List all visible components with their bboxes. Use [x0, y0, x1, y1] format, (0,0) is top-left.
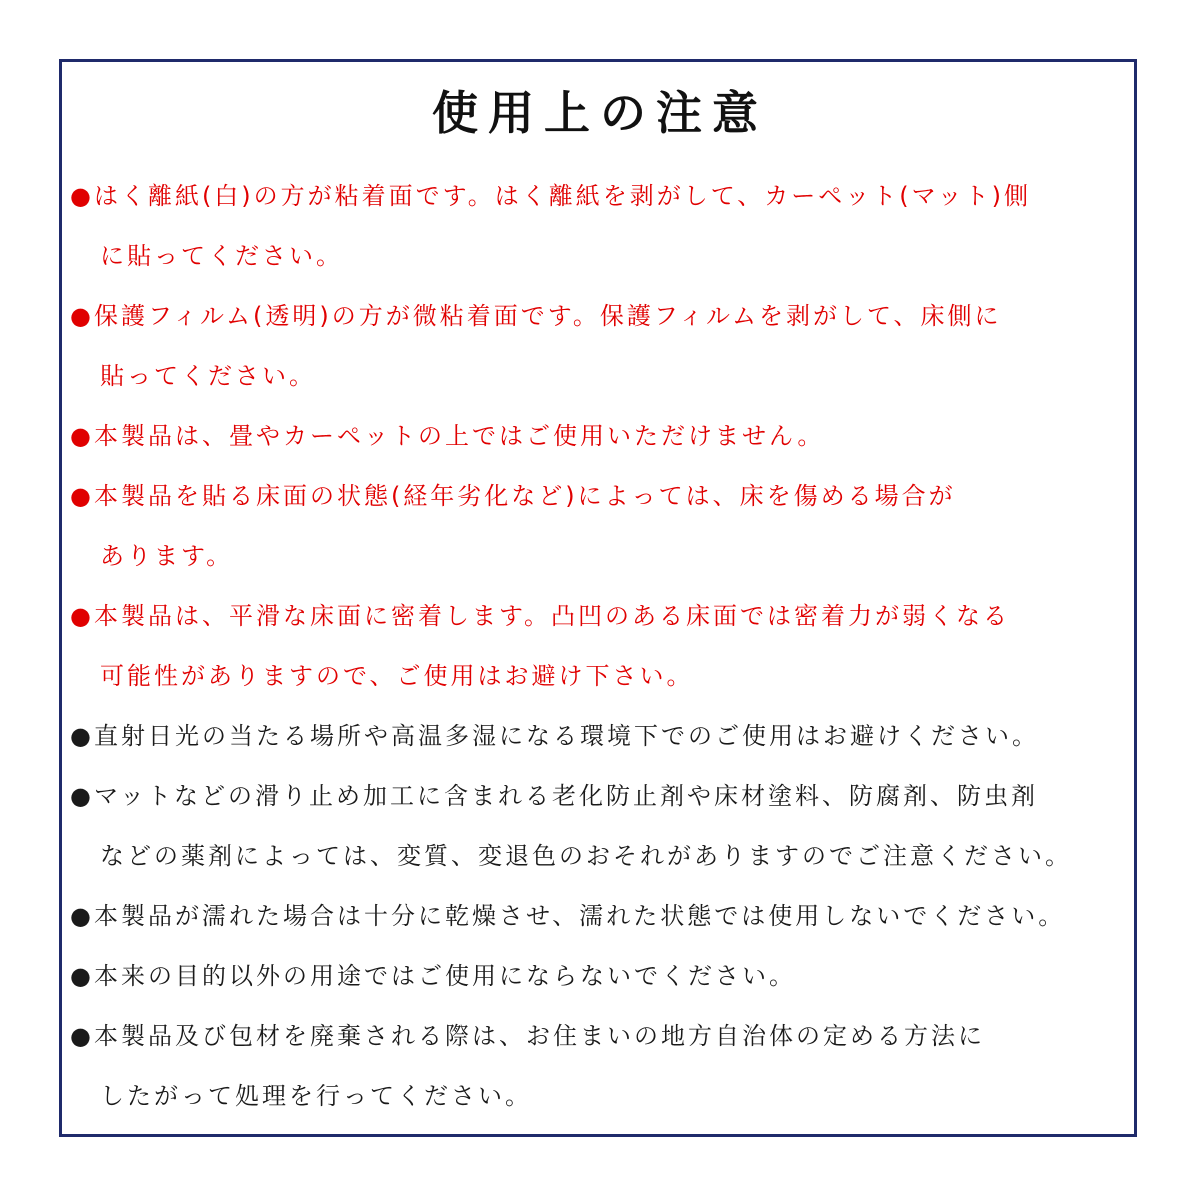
caution-item-7-line-1: ●マットなどの滑り止め加工に含まれる老化防止剤や床材塗料、防腐剤、防虫剤	[70, 782, 1038, 810]
caution-list	[70, 166, 1140, 1126]
caution-item-8-line-1: ●本製品が濡れた場合は十分に乾燥させ、濡れた状態では使用しないでください。	[70, 902, 1066, 930]
caution-item-3-line-1: ●本製品は、畳やカーペットの上ではご使用いただけません。	[70, 422, 825, 450]
caution-item-2-line-2: 貼ってください。	[100, 362, 316, 390]
caution-item-2-line-1: ●保護フィルム(透明)の方が微粘着面です。保護フィルムを剥がして、床側に	[70, 302, 1002, 330]
caution-item-4-line-1: ●本製品を貼る床面の状態(経年劣化など)によっては、床を傷める場合が	[70, 482, 956, 510]
caution-item-5-line-1: ●本製品は、平滑な床面に密着します。凸凹のある床面では密着力が弱くなる	[70, 602, 1011, 630]
caution-item-1-line-2: に貼ってください。	[100, 242, 343, 270]
caution-item-1-line-1: ●はく離紙(白)の方が粘着面です。はく離紙を剥がして、カーペット(マット)側	[70, 182, 1032, 210]
caution-item-10-line-1: ●本製品及び包材を廃棄される際は、お住まいの地方自治体の定める方法に	[70, 1022, 985, 1050]
page-title: 使用上の注意	[432, 86, 768, 140]
caution-item-4-line-2: あります。	[100, 542, 234, 570]
caution-item-6-line-1: ●直射日光の当たる場所や高温多湿になる環境下でのご使用はお避けください。	[70, 722, 1039, 750]
caution-item-9-line-1: ●本来の目的以外の用途ではご使用にならないでください。	[70, 962, 796, 990]
caution-item-5-line-2: 可能性がありますので、ご使用はお避け下さい。	[100, 662, 694, 690]
caution-item-10-line-2: したがって処理を行ってください。	[100, 1082, 532, 1110]
caution-item-7-line-2: などの薬剤によっては、変質、変退色のおそれがありますのでご注意ください。	[100, 842, 1072, 870]
